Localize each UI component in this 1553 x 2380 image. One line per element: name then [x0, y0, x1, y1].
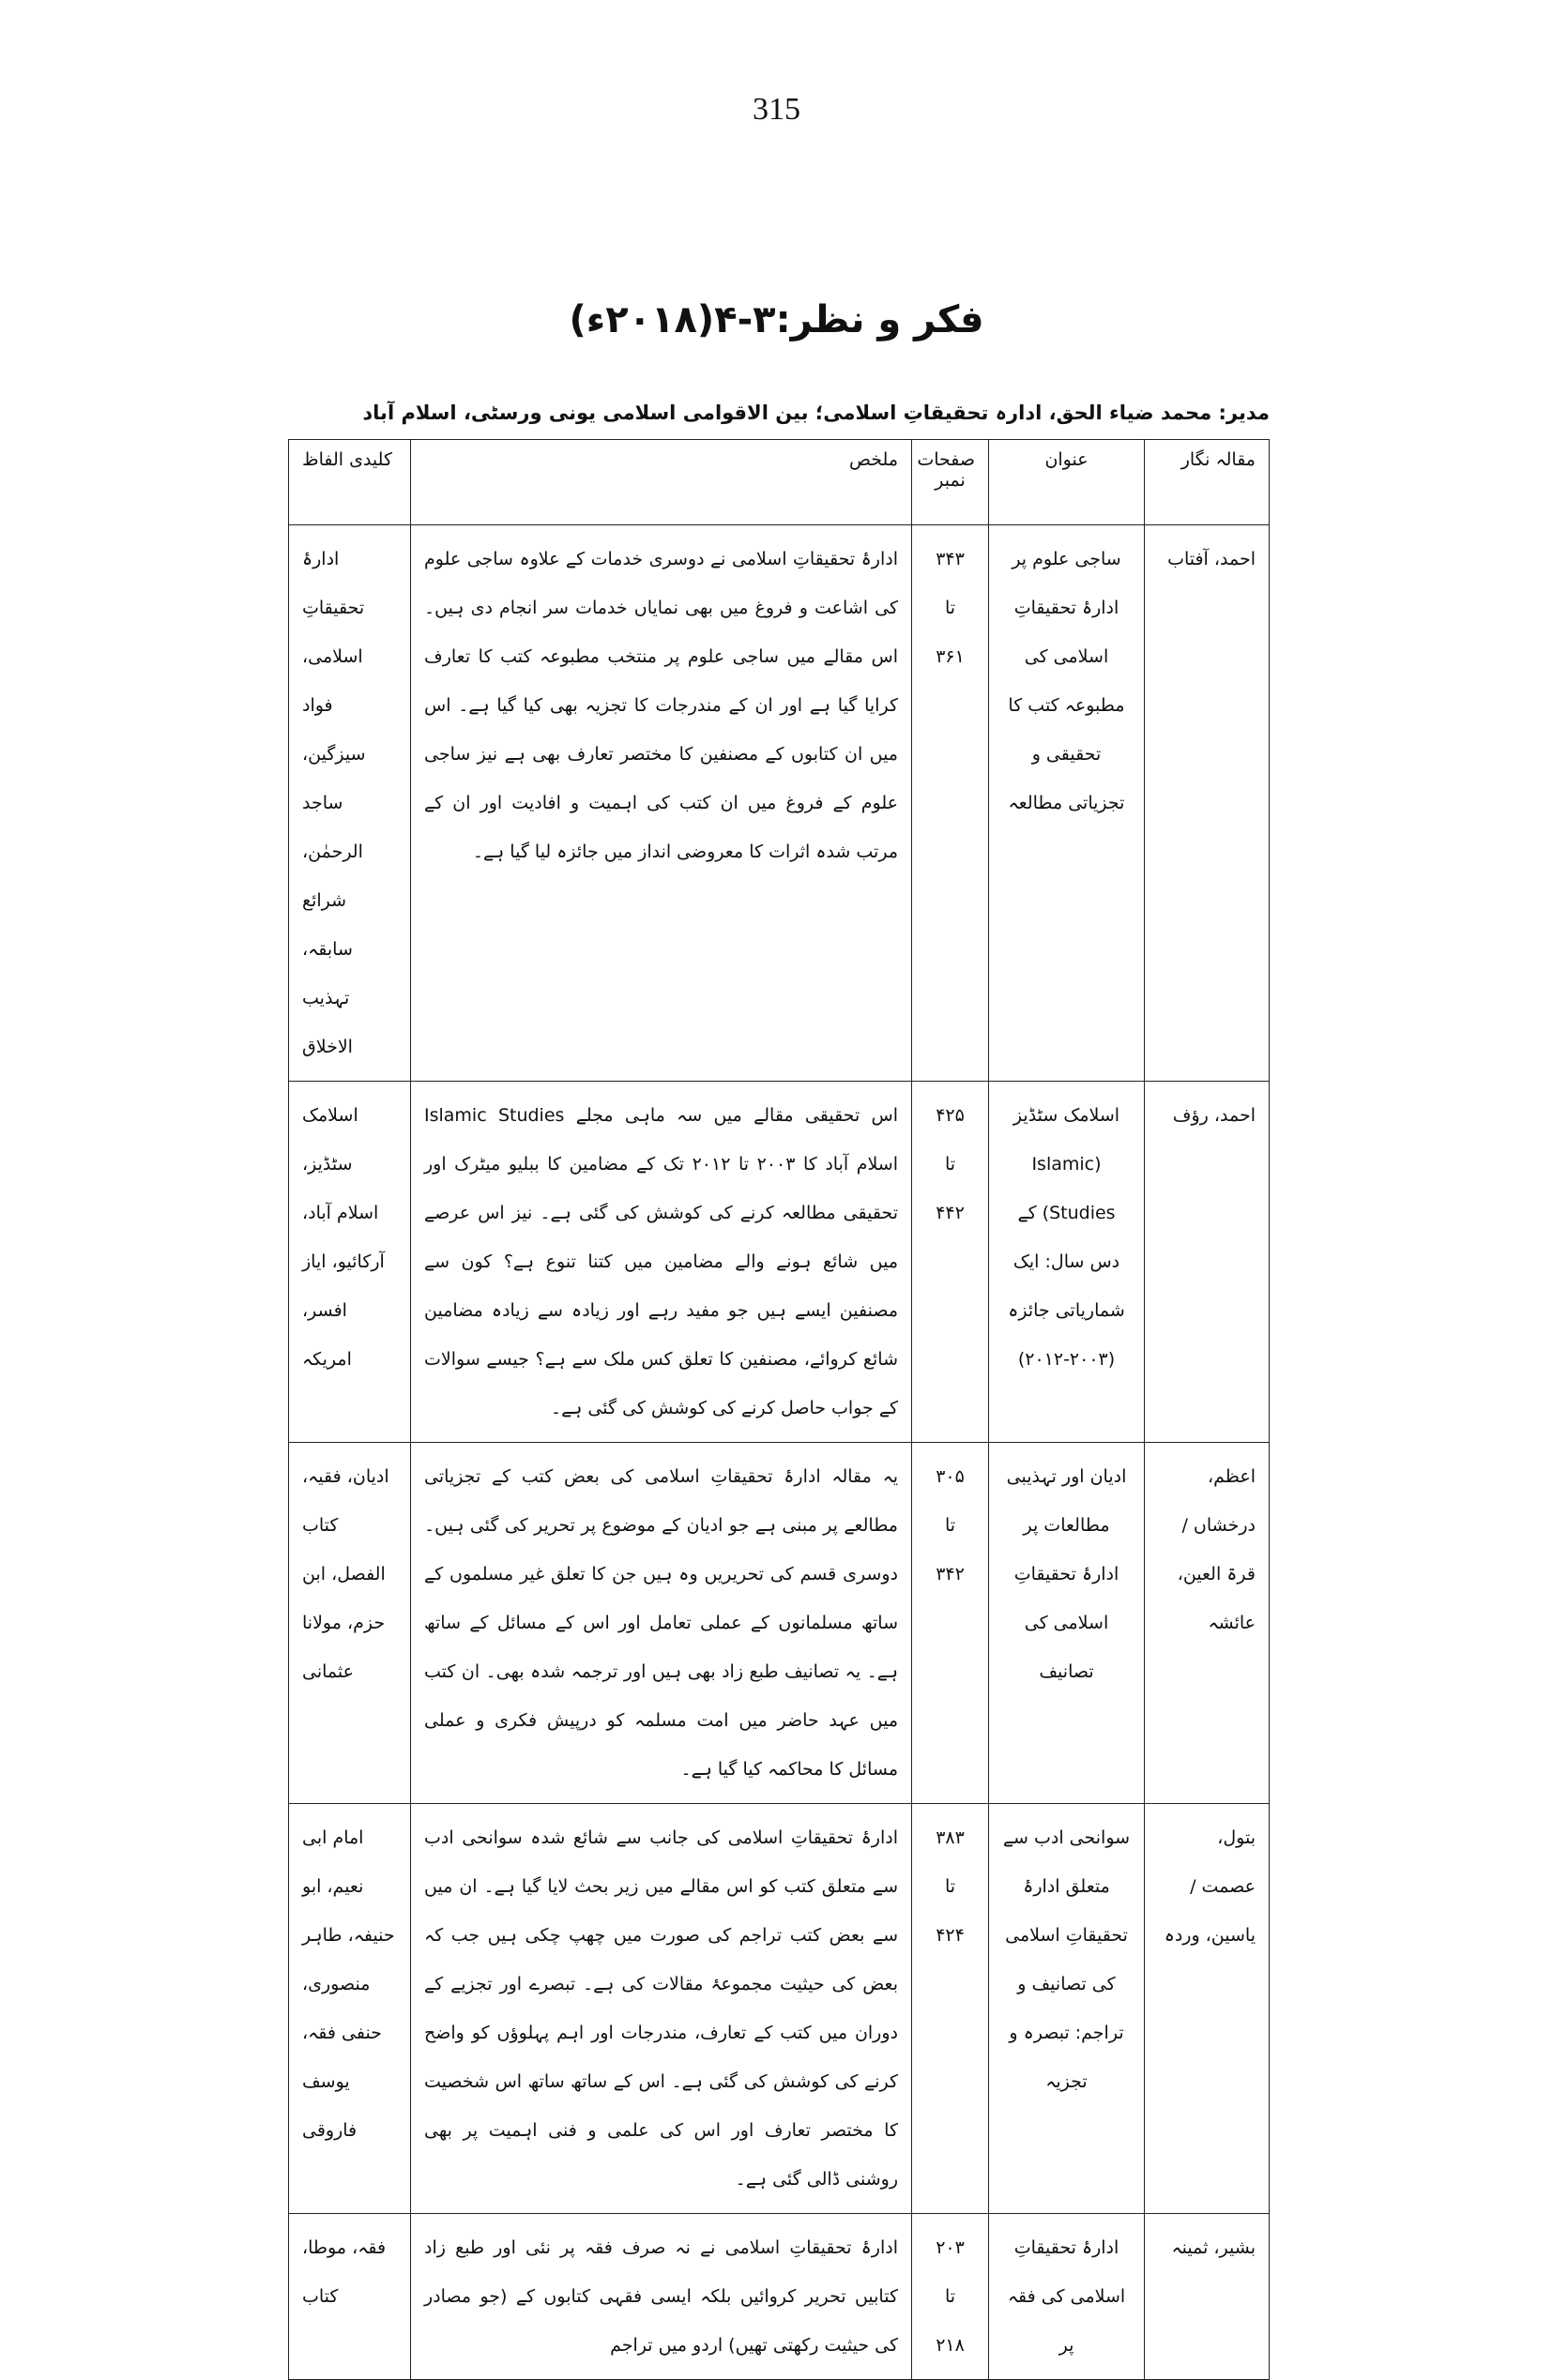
table-row — [289, 1804, 1270, 2214]
cell-pages: ۳۸۳ تا ۴۲۴ — [912, 1804, 989, 2214]
cell-keywords: ادارۂ تحقیقاتِ اسلامی، فواد سیزگین، ساجد الرحمٰن، شرائع سابقہ، تہذیب الاخلاق — [289, 525, 411, 1082]
header-title: عنوان — [989, 440, 1145, 525]
cell-pages: ۲۰۳ تا ۲۱۸ — [912, 2214, 989, 2380]
cell-keywords: فقہ، موطا، کتاب — [289, 2214, 411, 2380]
cell-author: اعظم، درخشاں / قرۃ العین، عائشہ — [1145, 1443, 1270, 1804]
cell-abstract: یہ مقالہ ادارۂ تحقیقاتِ اسلامی کی بعض کتب کے تجزیاتی مطالعے پر مبنی ہے جو ادیان کے موضوع پر تحریر کی گئی ہیں۔ دوسری قسم کی تحریریں وہ ہیں جن کا تعلق غیر مسلموں کے ساتھ مسلمانوں کے عملی تعامل اور اس کے مسائل کے ساتھ ہے۔ یہ تصانیف طبع زاد بھی ہیں اور ترجمہ شدہ بھی۔ ان کتب میں عہد حاضر میں امت مسلمہ کو درپیش فکری و عملی مسائل کا محاکمہ کیا گیا ہے۔ — [411, 1443, 912, 1804]
header-abstract: ملخص — [411, 440, 912, 525]
cell-author: بتول، عصمت / یاسین، وردہ — [1145, 1804, 1270, 2214]
cell-pages: ۳۴۳ تا ۳۶۱ — [912, 525, 989, 1082]
cell-pages: ۳۰۵ تا ۳۴۲ — [912, 1443, 989, 1804]
journal-title: فکر و نظر:۳-۴(۲۰۱۸ء) — [569, 298, 984, 341]
page-number: 315 — [753, 92, 800, 127]
table-row — [289, 2214, 1270, 2380]
header-author: مقالہ نگار — [1145, 440, 1270, 525]
cell-title: اسلامک سٹڈیز (Islamic Studies) کے دس سال: ایک شماریاتی جائزہ (۲۰۰۳-۲۰۱۲) — [989, 1082, 1145, 1443]
cell-keywords: ادیان، فقیہ، کتاب الفصل، ابن حزم، مولانا عثمانی — [289, 1443, 411, 1804]
cell-title: ساجی علوم پر ادارۂ تحقیقاتِ اسلامی کی مطبوعہ کتب کا تحقیقی و تجزیاتی مطالعہ — [989, 525, 1145, 1082]
header-pages: صفحات نمبر — [912, 440, 989, 525]
articles-table — [288, 439, 1270, 2380]
cell-keywords: اسلامک سٹڈیز، اسلام آباد، آرکائیو، ایاز افسر، امریکہ — [289, 1082, 411, 1443]
table-header-row — [289, 440, 1270, 525]
header-keywords: کلیدی الفاظ — [289, 440, 411, 525]
cell-pages: ۴۲۵ تا ۴۴۲ — [912, 1082, 989, 1443]
table-row — [289, 1443, 1270, 1804]
cell-author: احمد، رؤف — [1145, 1082, 1270, 1443]
cell-author: احمد، آفتاب — [1145, 525, 1270, 1082]
cell-author: بشیر، ثمینہ — [1145, 2214, 1270, 2380]
cell-title: سوانحی ادب سے متعلق ادارۂ تحقیقاتِ اسلامی کی تصانیف و تراجم: تبصرہ و تجزیہ — [989, 1804, 1145, 2214]
cell-title: ادارۂ تحقیقاتِ اسلامی کی فقہ پر — [989, 2214, 1145, 2380]
cell-abstract: اس تحقیقی مقالے میں سہ ماہی مجلے Islamic Studies اسلام آباد کا ۲۰۰۳ تا ۲۰۱۲ تک کے مضامین کا ببلیو میٹرک اور تحقیقی مطالعہ کرنے کی کوشش کی گئی ہے۔ نیز اس عرصے میں شائع ہونے والے مضامین میں کتنا تنوع ہے؟ کون سے مصنفین ایسے ہیں جو مفید رہے اور زیادہ سے زیادہ مضامین شائع کروائے، مصنفین کا تعلق کس ملک سے ہے؟ جیسے سوالات کے جواب حاصل کرنے کی کوشش کی گئی ہے۔ — [411, 1082, 912, 1443]
cell-keywords: امام ابی نعیم، ابو حنیفہ، طاہر منصوری، حنفی فقہ، یوسف فاروقی — [289, 1804, 411, 2214]
cell-abstract: ادارۂ تحقیقاتِ اسلامی نے نہ صرف فقہ پر نئی اور طبع زاد کتابیں تحریر کروائیں بلکہ ایسی فقہی کتابوں کے (جو مصادر کی حیثیت رکھتی تھیں) اردو میں تراجم — [411, 2214, 912, 2380]
table-row — [289, 1082, 1270, 1443]
cell-abstract: ادارۂ تحقیقاتِ اسلامی کی جانب سے شائع شدہ سوانحی ادب سے متعلق کتب کو اس مقالے میں زیر بحث لایا گیا ہے۔ ان میں سے بعض کتب تراجم کی صورت میں چھپ چکی ہیں جب کہ بعض کی حیثیت مجموعۂ مقالات کی ہے۔ تبصرے اور تجزیے کے دوران میں کتب کے تعارف، مندرجات اور اہم پہلوؤں کو واضح کرنے کی کوشش کی گئی ہے۔ اس کے ساتھ ساتھ اس شخصیت کا مختصر تعارف اور اس کی علمی و فنی اہمیت پر بھی روشنی ڈالی گئی ہے۔ — [411, 1804, 912, 2214]
cell-title: ادیان اور تہذیبی مطالعات پر ادارۂ تحقیقاتِ اسلامی کی تصانیف — [989, 1443, 1145, 1804]
editor-line: مدیر: محمد ضیاء الحق، ادارہ تحقیقاتِ اسلامی؛ بین الاقوامی اسلامی یونی ورسٹی، اسلام آباد — [362, 402, 1270, 424]
cell-abstract: ادارۂ تحقیقاتِ اسلامی نے دوسری خدمات کے علاوہ ساجی علوم کی اشاعت و فروغ میں بھی نمایاں خدمات سر انجام دی ہیں۔ اس مقالے میں ساجی علوم پر منتخب مطبوعہ کتب کا تعارف کرایا گیا ہے اور ان کے مندرجات کا تجزیہ بھی کیا گیا ہے۔ اس میں ان کتابوں کے مصنفین کا مختصر تعارف بھی ہے نیز ساجی علوم کے فروغ میں ان کتب کی اہمیت و افادیت اور ان کے مرتب شدہ اثرات کا معروضی انداز میں جائزہ لیا گیا ہے۔ — [411, 525, 912, 1082]
table-row — [289, 525, 1270, 1082]
